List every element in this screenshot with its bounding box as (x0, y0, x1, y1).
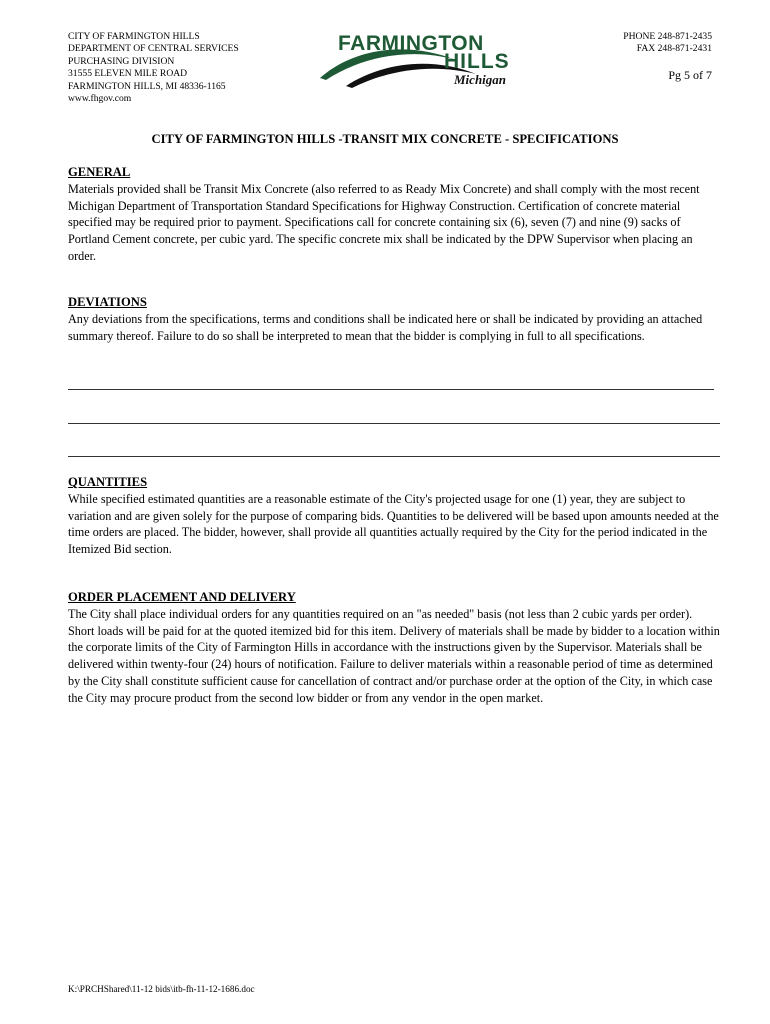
file-path-footer: K:\PRCHShared\11-12 bids\itb-fh-11-12-1686.doc (68, 984, 255, 994)
address-line: FARMINGTON HILLS, MI 48336-1165 (68, 80, 226, 92)
deviation-entry-line-1[interactable] (68, 389, 714, 390)
phone-number: PHONE 248-871-2435 (623, 31, 712, 42)
address-line: CITY OF FARMINGTON HILLS (68, 31, 200, 42)
contact-block (623, 31, 712, 56)
section-body: Any deviations from the specifications, terms and conditions shall be indicated here or shall be indicated by providing an attached summary thereof. Failure to do so shall be interpreted to mean that the bidder is complying in full to all specifications. (68, 311, 703, 343)
address-line: PURCHASING DIVISION (68, 55, 175, 67)
address-line: DEPARTMENT OF CENTRAL SERVICES (68, 43, 239, 55)
address-block (68, 31, 239, 105)
section-body: The City shall place individual orders for any quantities required on an "as needed" basis (not less than 2 cubic yards per order). Short loads will be paid for at the quoted itemized bid for this item. Delivery of materials shall be made by bidder to a location within the corporate limits of the City of Farmington Hills in accordance with the instructions given by the Supervisor. Materials shall be delivered within twenty-four (24) hours of notification. Failure to deliver materials within a reasonable period of time as determined by the City shall constitute sufficient cause for cancellation of contract and/or purchase order at the option of the City, in which case the City may procure product from the second low bidder or from any vendor in the open market. (68, 606, 720, 705)
section-quantities (68, 474, 720, 558)
logo-word-farmington: FARMINGTON (338, 32, 484, 55)
section-body: Materials provided shall be Transit Mix Concrete (also referred to as Ready Mix Concrete) and shall comply with the most recent Michigan Department of Transportation Standard Specifications for Highway Construction. Certification of concrete material specified may be required prior to payment. Specifications call for concrete containing six (6), seven (7) and nine (9) sacks of Portland Cement concrete, per cubic yard. The specific concrete mix shall be indicated by the DPW Supervisor when placing an order. (68, 181, 700, 263)
deviation-entry-line-2[interactable] (68, 423, 720, 424)
section-heading: ORDER PLACEMENT AND DELIVERY (68, 590, 296, 604)
fax-number: FAX 248-871-2431 (636, 43, 712, 55)
city-logo (316, 30, 528, 98)
website-link[interactable]: www.fhgov.com (68, 93, 132, 105)
logo-word-michigan: Michigan (454, 72, 507, 87)
section-body: While specified estimated quantities are a reasonable estimate of the City's projected usage for one (1) year, they are subject to variation and are given solely for the purpose of comparing bids. Quantities to be delivered will be based upon amounts needed at the time orders are placed. The bidder, however, shall provide all quantities actually required by the City for the period indicated in the Itemized Bid section. (68, 491, 719, 557)
deviation-entry-line-3[interactable] (68, 456, 720, 457)
logo-word-hills: HILLS (444, 50, 510, 73)
document-title: CITY OF FARMINGTON HILLS -TRANSIT MIX CONCRETE - SPECIFICATIONS (151, 132, 619, 146)
section-heading: GENERAL (68, 165, 131, 179)
page-number: Pg 5 of 7 (668, 68, 712, 82)
section-heading: DEVIATIONS (68, 295, 147, 309)
address-line: 31555 ELEVEN MILE ROAD (68, 68, 188, 80)
section-heading: QUANTITIES (68, 475, 148, 489)
section-order-placement (68, 589, 720, 707)
section-deviations (68, 294, 720, 344)
section-general (68, 164, 720, 265)
